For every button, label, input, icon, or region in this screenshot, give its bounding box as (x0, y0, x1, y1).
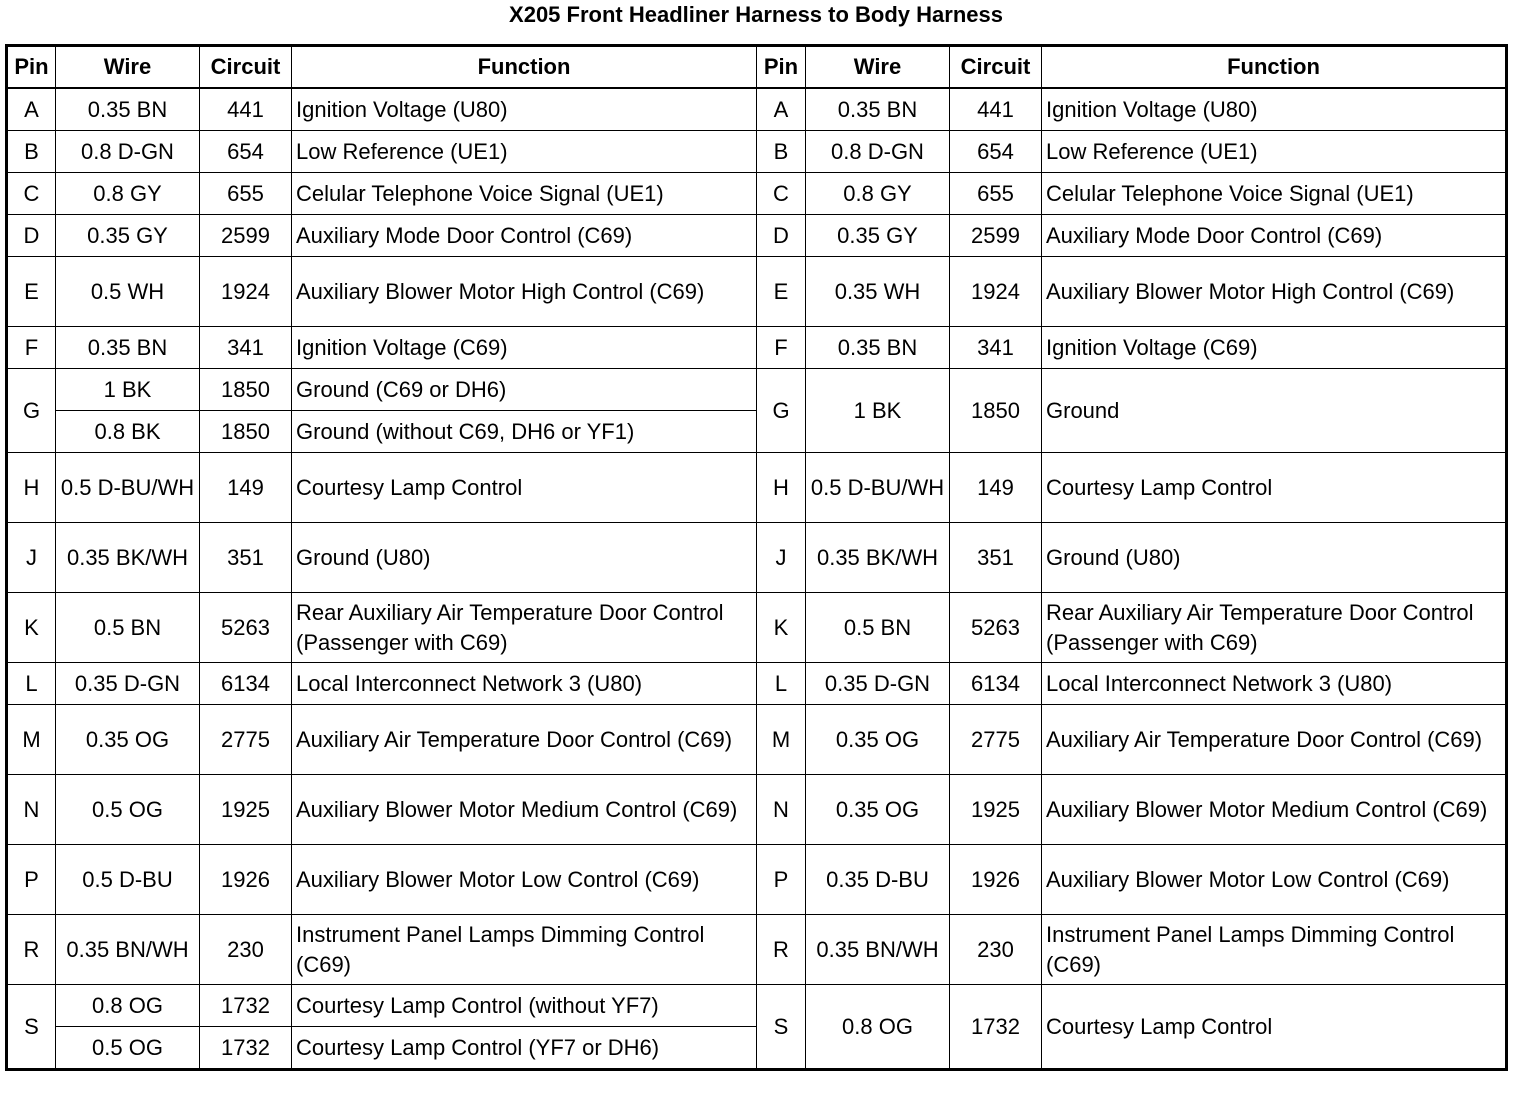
wire-cell: 0.8 GY (56, 173, 200, 215)
function-cell: Rear Auxiliary Air Temperature Door Control (Passenger with C69) (292, 593, 757, 663)
circuit-cell: 654 (950, 131, 1042, 173)
wire-cell: 1 BK (56, 369, 200, 411)
wire-cell: 0.35 D-GN (806, 663, 950, 705)
pin-cell: D (757, 215, 806, 257)
pin-cell: B (757, 131, 806, 173)
wire-cell: 0.5 D-BU/WH (806, 453, 950, 523)
wire-cell: 0.8 D-GN (806, 131, 950, 173)
circuit-cell: 654 (200, 131, 292, 173)
circuit-cell: 6134 (200, 663, 292, 705)
pin-cell: P (7, 845, 56, 915)
wire-cell: 0.35 BN (806, 88, 950, 131)
circuit-cell: 149 (950, 453, 1042, 523)
wire-cell: 0.5 OG (56, 775, 200, 845)
circuit-cell: 1732 (200, 1027, 292, 1070)
pin-cell: M (7, 705, 56, 775)
circuit-cell: 2775 (950, 705, 1042, 775)
table-row (7, 215, 1507, 257)
function-cell: Auxiliary Air Temperature Door Control (C69) (1042, 705, 1507, 775)
wire-cell: 0.35 BN/WH (806, 915, 950, 985)
circuit-cell: 149 (200, 453, 292, 523)
function-cell: Ground (C69 or DH6) (292, 369, 757, 411)
circuit-cell: 1924 (200, 257, 292, 327)
header-function: Function (1042, 46, 1507, 89)
table-row (7, 327, 1507, 369)
pin-cell: H (7, 453, 56, 523)
function-cell: Ignition Voltage (C69) (1042, 327, 1507, 369)
circuit-cell: 441 (200, 88, 292, 131)
function-cell: Courtesy Lamp Control (1042, 453, 1507, 523)
wire-cell: 0.35 GY (56, 215, 200, 257)
wire-cell: 0.8 OG (806, 985, 950, 1070)
wire-cell: 0.35 BN (806, 327, 950, 369)
pin-cell: N (7, 775, 56, 845)
circuit-cell: 5263 (950, 593, 1042, 663)
function-cell: Courtesy Lamp Control (1042, 985, 1507, 1070)
connector-table (5, 44, 1508, 1071)
pin-cell: C (7, 173, 56, 215)
table-row (7, 915, 1507, 985)
pin-cell: S (7, 985, 56, 1070)
function-cell: Ignition Voltage (C69) (292, 327, 757, 369)
function-cell: Auxiliary Blower Motor High Control (C69) (292, 257, 757, 327)
function-cell: Auxiliary Blower Motor High Control (C69) (1042, 257, 1507, 327)
wire-cell: 0.5 WH (56, 257, 200, 327)
function-cell: Auxiliary Air Temperature Door Control (C69) (292, 705, 757, 775)
wire-cell: 0.35 BN (56, 88, 200, 131)
circuit-cell: 1850 (200, 411, 292, 453)
table-row (7, 593, 1507, 663)
function-cell: Instrument Panel Lamps Dimming Control (C69) (1042, 915, 1507, 985)
table-row (7, 985, 1507, 1027)
header-wire: Wire (56, 46, 200, 89)
wire-cell: 0.5 D-BU/WH (56, 453, 200, 523)
pin-cell: R (7, 915, 56, 985)
header-function: Function (292, 46, 757, 89)
circuit-cell: 230 (200, 915, 292, 985)
circuit-cell: 1925 (950, 775, 1042, 845)
function-cell: Ignition Voltage (U80) (1042, 88, 1507, 131)
circuit-cell: 2599 (950, 215, 1042, 257)
circuit-cell: 1850 (200, 369, 292, 411)
circuit-cell: 341 (950, 327, 1042, 369)
wire-cell: 0.35 OG (56, 705, 200, 775)
table-row (7, 369, 1507, 411)
wire-cell: 0.5 OG (56, 1027, 200, 1070)
pin-cell: M (757, 705, 806, 775)
table-row (7, 88, 1507, 131)
circuit-cell: 1732 (200, 985, 292, 1027)
function-cell: Auxiliary Blower Motor Medium Control (C69) (1042, 775, 1507, 845)
pin-cell: F (757, 327, 806, 369)
pin-cell: D (7, 215, 56, 257)
header-pin: Pin (757, 46, 806, 89)
pin-cell: A (757, 88, 806, 131)
circuit-cell: 441 (950, 88, 1042, 131)
wire-cell: 0.35 BK/WH (56, 523, 200, 593)
circuit-cell: 351 (950, 523, 1042, 593)
pin-cell: N (757, 775, 806, 845)
pin-cell: F (7, 327, 56, 369)
pin-cell: H (757, 453, 806, 523)
circuit-cell: 341 (200, 327, 292, 369)
table-row (7, 131, 1507, 173)
function-cell: Courtesy Lamp Control (without YF7) (292, 985, 757, 1027)
circuit-cell: 230 (950, 915, 1042, 985)
pin-cell: B (7, 131, 56, 173)
function-cell: Low Reference (UE1) (292, 131, 757, 173)
wire-cell: 0.5 BN (806, 593, 950, 663)
circuit-cell: 655 (200, 173, 292, 215)
table-row (7, 453, 1507, 523)
function-cell: Ground (U80) (1042, 523, 1507, 593)
function-cell: Auxiliary Mode Door Control (C69) (1042, 215, 1507, 257)
pin-cell: G (757, 369, 806, 453)
header-wire: Wire (806, 46, 950, 89)
pin-cell: K (757, 593, 806, 663)
function-cell: Auxiliary Blower Motor Medium Control (C69) (292, 775, 757, 845)
function-cell: Auxiliary Blower Motor Low Control (C69) (292, 845, 757, 915)
wire-cell: 0.35 BK/WH (806, 523, 950, 593)
wire-cell: 0.35 BN (56, 327, 200, 369)
function-cell: Ignition Voltage (U80) (292, 88, 757, 131)
page-title: X205 Front Headliner Harness to Body Harness (509, 2, 1003, 27)
pin-cell: E (7, 257, 56, 327)
function-cell: Auxiliary Blower Motor Low Control (C69) (1042, 845, 1507, 915)
pin-cell: E (757, 257, 806, 327)
table-row (7, 775, 1507, 845)
wire-cell: 0.8 D-GN (56, 131, 200, 173)
pin-cell: L (757, 663, 806, 705)
function-cell: Ground (without C69, DH6 or YF1) (292, 411, 757, 453)
circuit-cell: 5263 (200, 593, 292, 663)
circuit-cell: 351 (200, 523, 292, 593)
pin-cell: J (757, 523, 806, 593)
table-row (7, 663, 1507, 705)
function-cell: Local Interconnect Network 3 (U80) (1042, 663, 1507, 705)
table-row (7, 523, 1507, 593)
circuit-cell: 1850 (950, 369, 1042, 453)
pin-cell: A (7, 88, 56, 131)
function-cell: Celular Telephone Voice Signal (UE1) (292, 173, 757, 215)
function-cell: Auxiliary Mode Door Control (C69) (292, 215, 757, 257)
wire-cell: 0.35 OG (806, 705, 950, 775)
pin-cell: S (757, 985, 806, 1070)
table-body (7, 88, 1507, 1070)
pin-cell: J (7, 523, 56, 593)
pin-cell: P (757, 845, 806, 915)
pin-cell: C (757, 173, 806, 215)
header-row (7, 46, 1507, 89)
wire-cell: 0.35 D-BU (806, 845, 950, 915)
table-row (7, 173, 1507, 215)
function-cell: Courtesy Lamp Control (292, 453, 757, 523)
function-cell: Rear Auxiliary Air Temperature Door Control (Passenger with C69) (1042, 593, 1507, 663)
wire-cell: 0.35 D-GN (56, 663, 200, 705)
wire-cell: 0.35 OG (806, 775, 950, 845)
circuit-cell: 1926 (200, 845, 292, 915)
function-cell: Ground (U80) (292, 523, 757, 593)
function-cell: Celular Telephone Voice Signal (UE1) (1042, 173, 1507, 215)
wire-cell: 0.8 OG (56, 985, 200, 1027)
pin-cell: K (7, 593, 56, 663)
circuit-cell: 1926 (950, 845, 1042, 915)
wire-cell: 0.8 GY (806, 173, 950, 215)
header-circuit: Circuit (200, 46, 292, 89)
circuit-cell: 2775 (200, 705, 292, 775)
wire-cell: 0.35 WH (806, 257, 950, 327)
table-row (7, 257, 1507, 327)
table-row (7, 705, 1507, 775)
function-cell: Low Reference (UE1) (1042, 131, 1507, 173)
wire-cell: 0.5 BN (56, 593, 200, 663)
wire-cell: 1 BK (806, 369, 950, 453)
circuit-cell: 6134 (950, 663, 1042, 705)
wire-cell: 0.35 GY (806, 215, 950, 257)
circuit-cell: 2599 (200, 215, 292, 257)
function-cell: Ground (1042, 369, 1507, 453)
circuit-cell: 1732 (950, 985, 1042, 1070)
function-cell: Local Interconnect Network 3 (U80) (292, 663, 757, 705)
pin-cell: G (7, 369, 56, 453)
function-cell: Courtesy Lamp Control (YF7 or DH6) (292, 1027, 757, 1070)
circuit-cell: 1925 (200, 775, 292, 845)
table-row (7, 845, 1507, 915)
header-circuit: Circuit (950, 46, 1042, 89)
wire-cell: 0.35 BN/WH (56, 915, 200, 985)
pin-cell: R (757, 915, 806, 985)
pin-cell: L (7, 663, 56, 705)
wire-cell: 0.5 D-BU (56, 845, 200, 915)
circuit-cell: 1924 (950, 257, 1042, 327)
header-pin: Pin (7, 46, 56, 89)
circuit-cell: 655 (950, 173, 1042, 215)
wire-cell: 0.8 BK (56, 411, 200, 453)
function-cell: Instrument Panel Lamps Dimming Control (C69) (292, 915, 757, 985)
